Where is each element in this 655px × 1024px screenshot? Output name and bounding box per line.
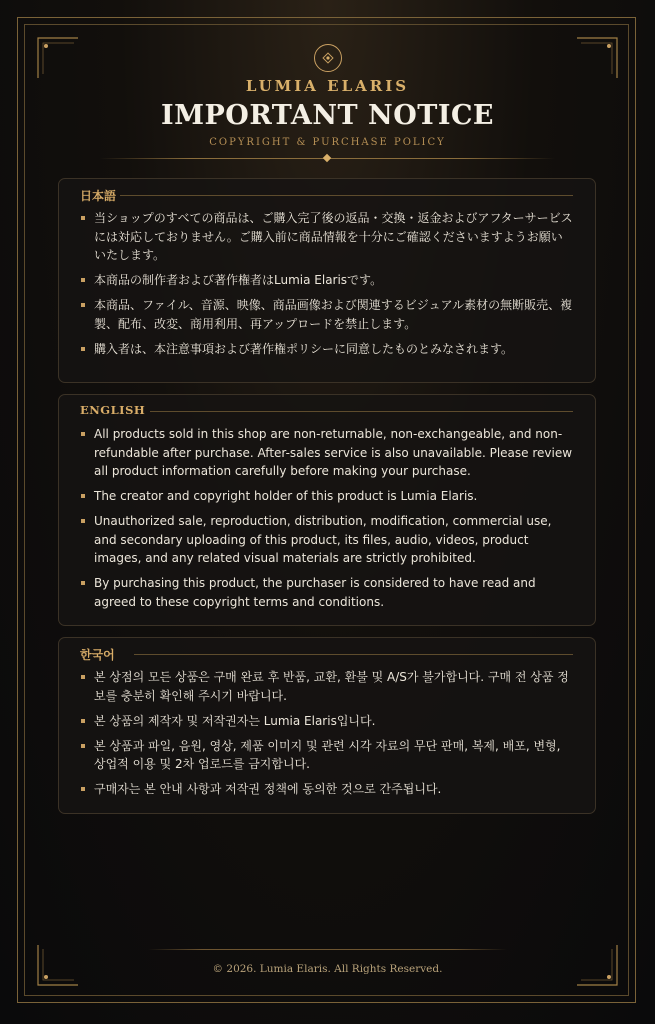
list-item: All products sold in this shop are non-returnable, non-exchangeable, and non-refundable after purchase. After-sales service is also unavailable. Please review all product information carefully before making your purchase. <box>80 425 573 481</box>
list-item: By purchasing this product, the purchaser is considered to have read and agreed to these copyright terms and conditions. <box>80 574 573 611</box>
section-english <box>58 394 596 626</box>
list-item: 本商品の制作者および著作権者はLumia Elarisです。 <box>80 271 573 290</box>
section-rule <box>120 195 573 196</box>
list-item: 본 상점의 모든 상품은 구매 완료 후 반품, 교환, 환불 및 A/S가 불가합니다. 구매 전 상품 정보를 충분히 확인해 주시기 바랍니다. <box>80 668 573 705</box>
list-item: 본 상품의 제작자 및 저작권자는 Lumia Elaris입니다. <box>80 712 573 731</box>
brand-name: LUMIA ELARIS <box>245 77 410 95</box>
section-label: 한국어 <box>80 648 115 662</box>
section-korean <box>58 637 596 814</box>
page-subtitle: COPYRIGHT & PURCHASE POLICY <box>209 137 446 148</box>
emblem-icon <box>313 43 343 73</box>
list-item: Unauthorized sale, reproduction, distribution, modification, commercial use, and secondary uploading of this product, its files, audio, videos, product images, and any related visual materials are strictly prohibited. <box>80 512 573 568</box>
list-item: 本商品、ファイル、音源、映像、商品画像および関連するビジュアル素材の無断販売、複製、配布、改変、商用利用、再アップロードを禁止します。 <box>80 296 573 333</box>
list-item: 購入者は、本注意事項および著作権ポリシーに同意したものとみなされます。 <box>80 340 573 359</box>
section-rule <box>134 654 573 655</box>
list-item: 본 상품과 파일, 음원, 영상, 제품 이미지 및 관련 시각 자료의 무단 판매, 복제, 배포, 변형, 상업적 이용 및 2차 업로드를 금지합니다. <box>80 737 573 774</box>
notice-list <box>80 209 573 358</box>
corner-ornament-icon <box>36 36 80 80</box>
list-item: 当ショップのすべての商品は、ご購入完了後の返品・交換・返金およびアフターサービスには対応しておりません。ご購入前に商品情報を十分にご確認くださいますようお願いいたします。 <box>80 209 573 265</box>
notice-list <box>80 668 573 799</box>
notice-list <box>80 425 573 611</box>
footer-copyright: © 2026. Lumia Elaris. All Rights Reserved. <box>212 963 443 975</box>
section-label: ENGLISH <box>80 403 146 417</box>
list-item: 구매자는 본 안내 사항과 저작권 정책에 동의한 것으로 간주됩니다. <box>80 780 573 799</box>
footer-divider <box>148 949 507 950</box>
page-title: IMPORTANT NOTICE <box>160 100 495 131</box>
section-rule <box>150 411 573 412</box>
section-japanese <box>58 178 596 383</box>
list-item: The creator and copyright holder of this product is Lumia Elaris. <box>80 487 573 506</box>
corner-ornament-icon <box>575 36 619 80</box>
section-label: 日本語 <box>80 189 117 203</box>
